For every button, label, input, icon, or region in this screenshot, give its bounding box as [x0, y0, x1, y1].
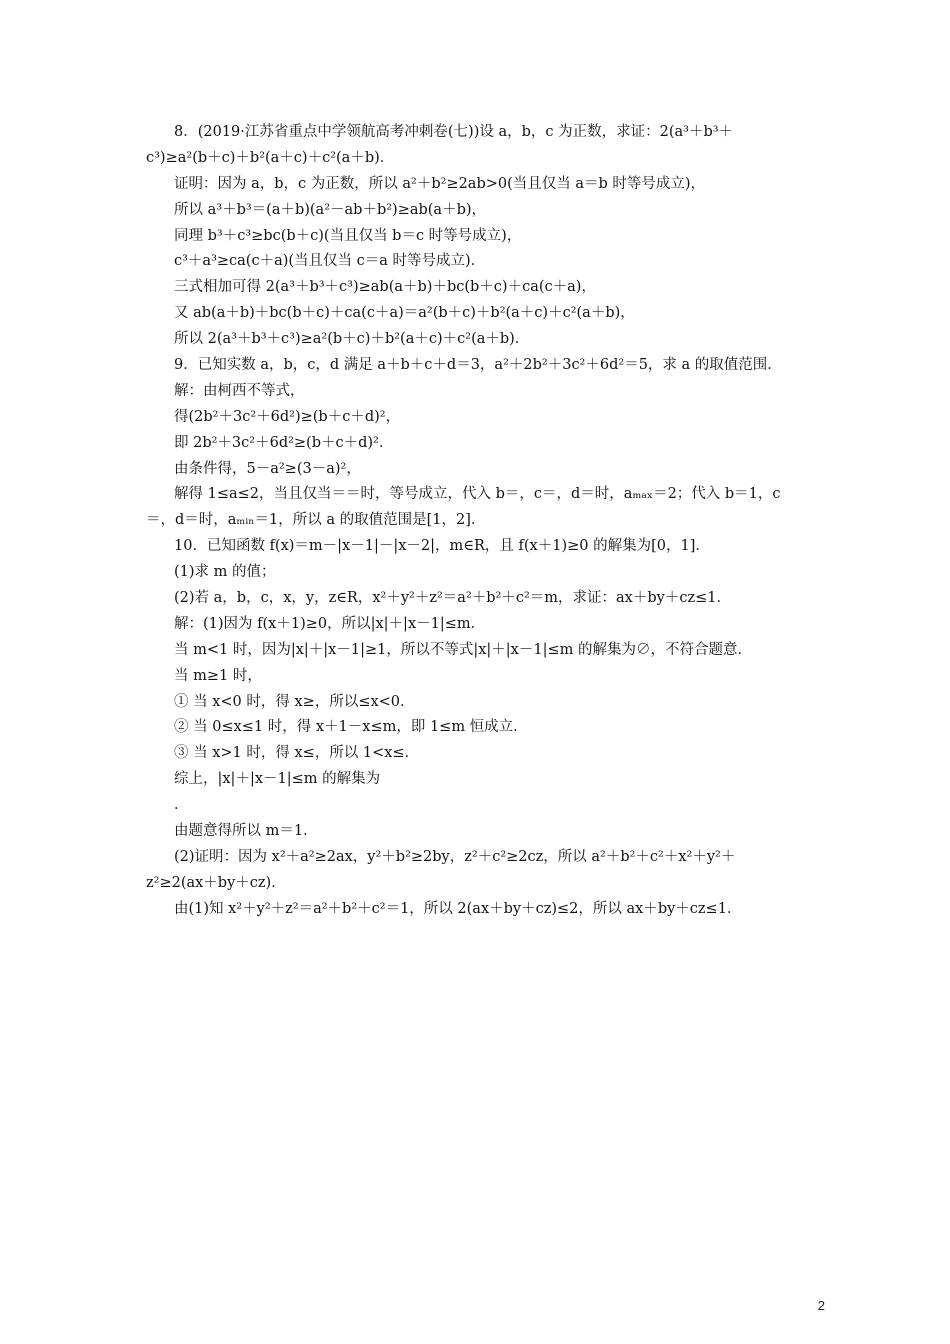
case-1-line: ① 当 x<0 时，得 x≥，所以≤x<0．	[174, 693, 415, 710]
solution-line: ．	[174, 797, 189, 814]
proof-line: c³＋a³≥ca(c＋a)(当且仅当 c＝a 时等号成立)．	[174, 253, 486, 270]
proof-line: 由(1)知 x²＋y²＋z²＝a²＋b²＋c²＝1，所以 2(ax＋by＋cz)≤2，所以 ax＋by＋cz≤1．	[174, 900, 742, 917]
proof-line: 所以 a³＋b³＝(a＋b)(a²－ab＋b²)≥ab(a＋b)，	[174, 201, 487, 218]
problem-10-part-1: (1)求 m 的值；	[174, 564, 276, 581]
proof-line: 又 ab(a＋b)＋bc(b＋c)＋ca(c＋a)＝a²(b＋c)＋b²(a＋c)＋c²(a＋b)，	[174, 305, 635, 322]
problem-8-statement-cont: c³)≥a²(b＋c)＋b²(a＋c)＋c²(a＋b)．	[146, 149, 395, 166]
proof-line: (2)证明：因为 x²＋a²≥2ax，y²＋b²≥2by，z²＋c²≥2cz，所以 a²＋b²＋c²＋x²＋y²＋	[174, 848, 736, 865]
case-2-line: ② 当 0≤x≤1 时，得 x＋1－x≤m，即 1≤m 恒成立．	[174, 719, 528, 736]
solution-line: 当 m≥1 时，	[174, 667, 262, 684]
case-3-line: ③ 当 x>1 时，得 x≤，所以 1<x≤．	[174, 745, 420, 762]
solution-line: 解：(1)因为 f(x＋1)≥0，所以|x|＋|x－1|≤m．	[174, 615, 486, 632]
problem-9-statement: 9．已知实数 a，b，c，d 满足 a＋b＋c＋d＝3，a²＋2b²＋3c²＋6d²＝5，求 a 的取值范围．	[174, 357, 782, 374]
solution-line: 解：由柯西不等式，	[174, 382, 305, 399]
proof-line: 证明：因为 a，b，c 为正数，所以 a²＋b²≥2ab>0(当且仅当 a＝b 时等号成立)，	[174, 175, 706, 192]
page-number: 2	[817, 1298, 825, 1313]
problem-10-statement: 10．已知函数 f(x)＝m－|x－1|－|x－2|，m∈R，且 f(x＋1)≥0 的解集为[0，1]．	[174, 538, 710, 555]
solution-line: 由条件得，5－a²≥(3－a)²，	[174, 460, 361, 477]
solution-line: 解得 1≤a≤2，当且仅当＝＝时，等号成立，代入 b＝，c＝，d＝时，aₘₐₓ＝2；代入 b＝1，c	[174, 486, 781, 503]
solution-line: 当 m<1 时，因为|x|＋|x－1|≥1，所以不等式|x|＋|x－1|≤m 的解集为∅，不符合题意．	[174, 641, 752, 658]
solution-line: 即 2b²＋3c²＋6d²≥(b＋c＋d)²．	[174, 434, 394, 451]
proof-line-cont: z²≥2(ax＋by＋cz)．	[146, 874, 286, 891]
solution-line: 得(2b²＋3c²＋6d²)≥(b＋c＋d)²，	[174, 408, 401, 425]
problem-10-part-2: (2)若 a，b，c，x，y，z∈R，x²＋y²＋z²＝a²＋b²＋c²＝m，求证：ax＋by＋cz≤1．	[174, 590, 731, 607]
proof-line: 所以 2(a³＋b³＋c³)≥a²(b＋c)＋b²(a＋c)＋c²(a＋b)．	[174, 331, 530, 348]
proof-line: 同理 b³＋c³≥bc(b＋c)(当且仅当 b＝c 时等号成立)，	[174, 227, 522, 244]
solution-line-cont: ＝，d＝时，aₘᵢₙ＝1，所以 a 的取值范围是[1，2]．	[146, 512, 486, 529]
solution-line: 综上，|x|＋|x－1|≤m 的解集为	[174, 771, 381, 788]
document-body	[146, 120, 821, 923]
proof-line: 三式相加可得 2(a³＋b³＋c³)≥ab(a＋b)＋bc(b＋c)＋ca(c＋a)，	[174, 279, 596, 296]
problem-8-statement: 8．(2019·江苏省重点中学领航高考冲刺卷(七))设 a，b，c 为正数，求证：2(a³＋b³＋	[174, 124, 734, 140]
solution-line: 由题意得所以 m＝1．	[174, 823, 318, 840]
